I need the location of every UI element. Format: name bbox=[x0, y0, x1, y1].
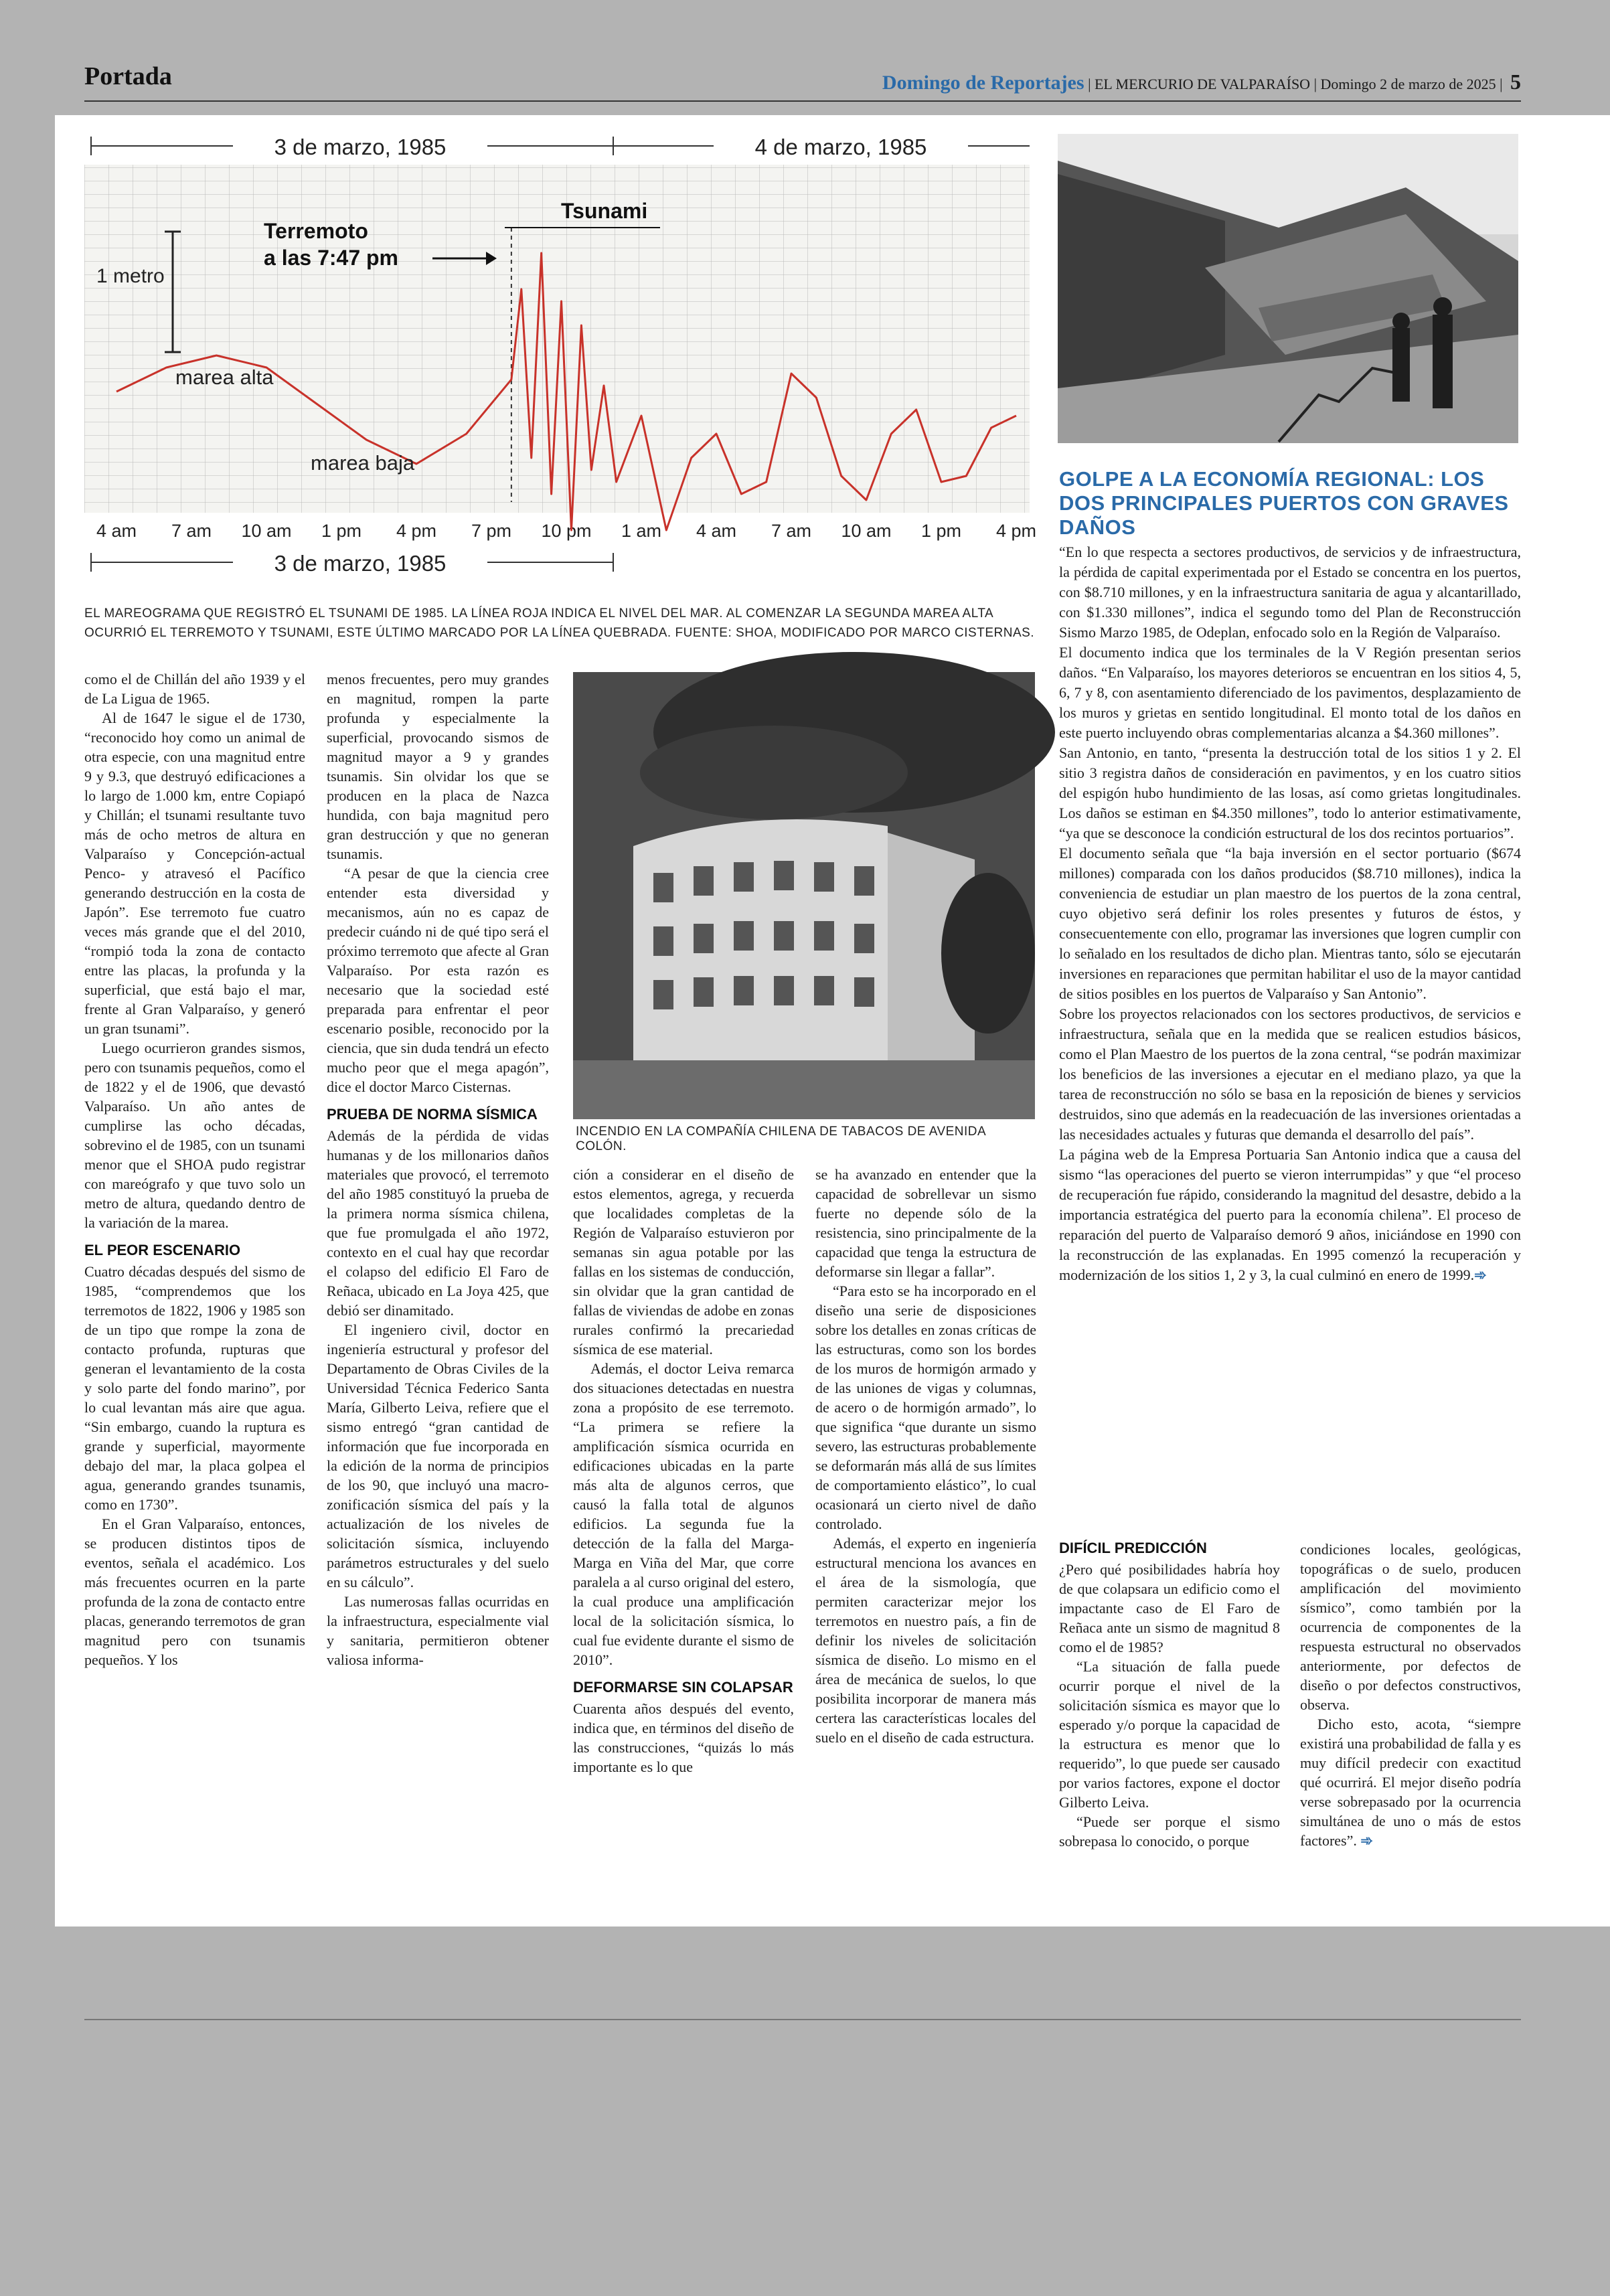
chart-caption: EL MAREOGRAMA QUE REGISTRÓ EL TSUNAMI DE 1985. LA LÍNEA ROJA INDICA EL NIVEL DEL MAR. AL COMENZAR LA SEGUNDA MAREA ALTA OCURRIÓ EL TERREMOTO Y TSUNAMI, ESTE ÚLTIMO MARCADO POR LA LÍNEA QUEBRADA. FUENTE: SHOA, MODIFICADO POR MARCO CISTERNAS. bbox=[84, 606, 1035, 640]
paragraph: Luego ocurrieron grandes sismos, pero con tsunamis pequeños, como el de 1822 y el de 1906, que devastó Valparaíso. Un año antes de cumplirse las ocho décadas, sobrevino el de 1985, con un tsunami menor que el SHOA pudo registrar con mareógrafo y que tuvo solo un metro de altura, quedando dentro de la variación de la marea. bbox=[84, 1040, 305, 1231]
earthquake-label-2: a las 7:47 pm bbox=[264, 246, 398, 270]
tide-chart bbox=[84, 127, 1037, 596]
paragraph: se ha avanzado en entender que la capacidad de sobrellevar un sismo fuerte no depende sólo de la resistencia, sino principalmente de la capacidad que tenga la estructura de deformarse sin llegar a fallar”. bbox=[815, 1166, 1036, 1280]
x-tick-label: 1 pm bbox=[920, 521, 962, 541]
end-arrow-icon: ➾ bbox=[1360, 1832, 1373, 1849]
paragraph: San Antonio, en tanto, “presenta la destrucción total de los sitios 1 y 2. El sitio 3 registra daños de consideración en pavimentos, y en los cuatro sitios del espigón hubo hundimiento de las losas, así como grietas longitudinales. Los daños se estiman en $4.350 millones”, todo lo anterior estimativamente, “ya que se desconoce la condición estructural de los dos recintos portuarios”. bbox=[1059, 744, 1521, 841]
paragraph: El documento indica que los terminales de la V Región presentan serios daños. “En Valparaíso, los mayores deterioros se encuentran en los sitios 4, 5, 6, 7 y 8, con asentamiento diferenciado de los pavimentos, desplazamiento de los muros y grietas en sentido longitudinal. El monto total de los daños en este puerto incluyendo obras complementarias alcanza a $4.360 millones”. bbox=[1059, 644, 1521, 741]
sidebar-headline: GOLPE A LA ECONOMÍA REGIONAL: LOS DOS PRINCIPALES PUERTOS CON GRAVES DAÑOS bbox=[1059, 467, 1509, 539]
low-tide-label: marea baja bbox=[311, 451, 415, 475]
paragraph: El documento señala que “la baja inversión en el sector portuario ($674 millones) comparada con los daños producidos ($8.710 millones), indica la conveniencia de estudiar un plan maestro de los puertos de la zona central, cuyo objetivo será definir los roles presentes y futuros de éstos, y consecuentemente con ello, programar las inversiones que logren cumplir con lo señalado en los resultados de dicho plan. Mientras tanto, sólo se ejecutarán inversiones en reparaciones que permitan habilitar el uso de la mayor cantidad de sitios posibles en los puertos de Valparaíso y San Antonio”. bbox=[1059, 845, 1521, 1002]
paragraph: Además, el doctor Leiva remarca dos situaciones detectadas en nuestra zona a propósito de ese terremoto. “La primera se refiere la amplificación sísmica ocurrida en edificaciones ubicadas en la parte más alta de algunos cerros, que causó la falla total de algunos edificios. La segunda fue la detección de la falla del Marga-Marga en Viña del Mar, que corre paralela a al curso original del estero, la cual produce una amplificación local de la solicitación sísmica, lo cual fue evidente durante el sismo de 2010”. bbox=[573, 1360, 794, 1668]
section-title: Portada bbox=[84, 62, 172, 90]
paragraph: Además de la pérdida de vidas humanas y de los millonarios daños materiales que provocó, el terremoto del año 1985 constituyó la prueba de la primera norma sísmica chilena, que fue promulgada el año 1972, contexto en el cual hay que recordar el colapso del edificio El Faro de Reñaca, ubicado en La Joya 425, que debió ser dinamitado. bbox=[327, 1127, 549, 1319]
paragraph-text: La página web de la Empresa Portuaria San Antonio indica que a causa del sismo “las operaciones del puerto se vieron interrumpidas” y que “el proceso de recuperación fue rápido, considerando la magnitud del desastre, debido a la importancia estratégica del puerto para la economía chilena”. El proceso de reparación del puerto de Valparaíso demoró 9 años, iniciándose en 1990 con la reconstrucción de las explanadas. En 1995 comenzó la recuperación y modernización de los sitios 1, 2 y 3, la cual culminó en enero de 1999. bbox=[1059, 1146, 1521, 1283]
paragraph: “En lo que respecta a sectores productivos, de servicios y de infraestructura, la pérdida de capital experimentada por el Estado se concentra en los puertos, con $8.710 millones, y en la infraestructura sanitaria de agua y alcantarillado, con $1.330 millones”, indica el segundo tomo del Plan de Reconstrucción Sismo Marzo 1985, de Odeplan, enfocado solo en la Región de Valparaíso. bbox=[1059, 544, 1521, 641]
continue-arrow-icon: ➾ bbox=[1474, 1266, 1487, 1283]
paragraph: menos frecuentes, pero muy grandes en magnitud, rompen la parte profunda y especialmente la superficial, provocando sismos de magnitud mayor a 9 y grandes tsunamis. Sin olvidar los que se producen en la placa de Nazca hundida, con baja magnitud pero gran destrucción y que no generan tsunamis. bbox=[327, 671, 549, 862]
article-column-7 bbox=[1300, 1540, 1521, 1850]
header-rule bbox=[84, 100, 1521, 102]
paragraph-text: Dicho esto, acota, “siempre existirá una probabilidad de falla y es muy difícil predecir con exactitud qué ocurrirá. El mejor diseño podría verse sobrepasado por la ocurrencia simultánea de uno o más de estos factores”. bbox=[1300, 1716, 1521, 1849]
high-tide-label: marea alta bbox=[175, 365, 274, 389]
x-tick-label: 7 am bbox=[771, 521, 812, 541]
x-tick-label: 7 am bbox=[171, 521, 212, 541]
port-damage-photo bbox=[1058, 134, 1518, 443]
paragraph: “A pesar de que la ciencia cree entender esta diversidad y mecanismos, aún no es capaz de predecir cuándo ni de qué tipo será el próximo terremoto que afecte al Gran Valparaíso. Por esta razón es necesario que la sociedad esté preparada para enfrentar el peor escenario posible, reconocido por la ciencia, que sin duda tendrá un efecto mucho peor que el mega apagón”, dice el doctor Marco Cisternas. bbox=[327, 865, 549, 1095]
article-column-6 bbox=[1059, 1540, 1280, 1851]
paragraph: El ingeniero civil, doctor en ingeniería estructural y profesor del Departamento de Obras Civiles de la Universidad Técnica Federico Santa María, Gilberto Leiva, refiere que el sismo entregó “gran cantidad de información que fue incorporada en la edición de la norma de principios de los 90, que incluyó una macro-zonificación sísmica del país y la actualización de los niveles de solicitación sísmica, incluyendo parámetros estructurales y del suelo en su cálculo”. bbox=[327, 1321, 549, 1590]
paragraph: Además, el experto en ingeniería estructural menciona los avances en el área de la sismología, que permiten caracterizar mejor los terremotos en nuestro país, a fin de definir los niveles de solicitación sísmica de diseño. Lo mismo en el área de mecánica de suelos, lo que posibilita incorporar de manera más certera las características locales del suelo en el diseño de cada estructura. bbox=[815, 1535, 1036, 1746]
x-tick-label: 7 pm bbox=[471, 521, 512, 541]
x-tick-label: 1 am bbox=[621, 521, 662, 541]
subheading: DEFORMARSE SIN COLAPSAR bbox=[573, 1679, 793, 1696]
x-tick-label: 10 pm bbox=[541, 521, 592, 541]
paragraph bbox=[1059, 1145, 1521, 1285]
date-label-bottom: 3 de marzo, 1985 bbox=[274, 551, 447, 576]
paragraph: condiciones locales, geológicas, topográficas o de suelo, producen amplificación del movimiento sísmico”, como también por la ocurrencia de componentes de la respuesta estructural no observados anteriormente, por defectos de diseño o por defectos constructivos, observa. bbox=[1300, 1541, 1521, 1713]
x-tick-label: 4 am bbox=[96, 521, 137, 541]
photo-caption: INCENDIO EN LA COMPAÑÍA CHILENA DE TABACOS DE AVENIDA COLÓN. bbox=[576, 1125, 986, 1153]
supplement-name: Domingo de Reportajes bbox=[882, 72, 1084, 94]
subheading: DIFÍCIL PREDICCIÓN bbox=[1059, 1540, 1207, 1556]
paragraph: ¿Pero qué posibilidades habría hoy de que colapsara un edificio como el impactante caso de El Faro de Reñaca ante un sismo de magnitud 8 como el de 1985? bbox=[1059, 1561, 1280, 1655]
paragraph: ción a considerar en el diseño de estos elementos, agrega, y recuerda que localidades completas de la Región de Valparaíso estuvieron por semanas sin agua potable por las fallas en los sistemas de conducción, sin olvidar que la gran cantidad de fallas de viviendas de adobe en zonas rurales confirmó la precariedad sísmica de ese material. bbox=[573, 1166, 794, 1358]
x-tick-label: 4 am bbox=[696, 521, 737, 541]
paragraph: Sobre los proyectos relacionados con los sectores productivos, de servicios e infraestructura, señala que en la medida que se realicen estudios básicos, como el Plan Maestro de los puertos de la zona central, “se podrán maximizar los beneficios de las inversiones a ejecutar en el mediano plazo, ya que la tarea de reconstrucción no sólo se basa en la reposición de bienes y servicios destruidos, sino que además en la readecuación de las inversiones orientadas a las necesidades actuales y futuras que demanda el desarrollo del país”. bbox=[1059, 1005, 1521, 1143]
newspaper-name: EL MERCURIO DE VALPARAÍSO bbox=[1094, 76, 1311, 92]
article-column-2 bbox=[327, 669, 549, 1669]
page-number: 5 bbox=[1510, 70, 1521, 94]
port-damage-illustration bbox=[1058, 134, 1518, 443]
x-tick-label: 1 pm bbox=[321, 521, 362, 541]
subheading: EL PEOR ESCENARIO bbox=[84, 1242, 241, 1258]
chart-grid bbox=[84, 165, 1030, 513]
x-tick-label: 4 pm bbox=[995, 521, 1037, 541]
fire-photo bbox=[573, 672, 1035, 1119]
masthead: Domingo de Reportajes | EL MERCURIO DE VALPARAÍSO | Domingo 2 de marzo de 2025 | 5 bbox=[882, 70, 1521, 94]
scale-label: 1 metro bbox=[96, 265, 165, 287]
earthquake-label-1: Terremoto bbox=[264, 219, 368, 243]
paragraph: Al de 1647 le sigue el de 1730, “reconocido hoy como un animal de otra especie, con una magnitud entre 9 y 9.3, que destruyó edificaciones a lo largo de 1.000 km, entre Copiapó y Chillán; el tsunami resultante tuvo más de ocho metros de altura en Valparaíso y Concepción-actual Penco- y atravesó el Pacífico generando destrucción en la costa de Japón”. Ese terremoto fue cuatro veces más grande que el del 2010, “rompió toda la zona de contacto entre las placas, la profunda y la superficial, que está bajo el mar, frente al Gran Valparaíso, y generó un gran tsunami”. bbox=[84, 710, 305, 1037]
paragraph: Cuatro décadas después del sismo de 1985, “comprendemos que los terremotos de 1822, 1906 y 1985 son de un tipo que rompe la zona de contacto profunda, rupturas que generan el levantamiento de la costa y solo parte del fondo marino”, por lo cual levantan más aire que agua. “Sin embargo, cuando la ruptura es grande y superficial, mayormente debajo del mar, la placa golpea el agua, generando grandes tsunamis, como en 1730”. bbox=[84, 1263, 305, 1513]
paragraph bbox=[1300, 1714, 1521, 1850]
article-column-4 bbox=[815, 1165, 1036, 1747]
date-label-left: 3 de marzo, 1985 bbox=[274, 135, 447, 159]
fire-illustration bbox=[573, 672, 1035, 1119]
article-column-1 bbox=[84, 669, 305, 1669]
tsunami-label: Tsunami bbox=[561, 199, 648, 223]
issue-date: Domingo 2 de marzo de 2025 bbox=[1320, 76, 1496, 92]
x-tick-label: 10 am bbox=[841, 521, 892, 541]
x-tick-label: 4 pm bbox=[396, 521, 437, 541]
sidebar-article bbox=[1059, 542, 1521, 1285]
paragraph: En el Gran Valparaíso, entonces, se producen distintos tipos de eventos, señala el académico. Los más frecuentes ocurren en la parte profunda de la zona de contacto entre placas, generando terremotos de gran magnitud pero con tsunamis pequeños. Y los bbox=[84, 1515, 305, 1668]
paragraph: “La situación de falla puede ocurrir porque el nivel de la solicitación sísmica es mayor que lo esperado y/o porque la capacidad de la estructura es menor que lo requerido”, lo que puede ser causado por varios factores, expone el doctor Gilberto Leiva. bbox=[1059, 1658, 1280, 1811]
date-label-right: 4 de marzo, 1985 bbox=[754, 135, 927, 159]
x-tick-label: 10 am bbox=[241, 521, 292, 541]
subheading: PRUEBA DE NORMA SÍSMICA bbox=[327, 1106, 538, 1123]
paragraph: Cuarenta años después del evento, indica que, en términos del diseño de las construcciones, “quizás lo más importante es lo que bbox=[573, 1700, 794, 1775]
paragraph: como el de Chillán del año 1939 y el de La Ligua de 1965. bbox=[84, 671, 305, 707]
article-column-3 bbox=[573, 1165, 794, 1777]
paragraph: Las numerosas fallas ocurridas en la infraestructura, especialmente vial y sanitaria, permitieron obtener valiosa informa- bbox=[327, 1593, 549, 1668]
paragraph: “Puede ser porque el sismo sobrepasa lo conocido, o porque bbox=[1059, 1813, 1280, 1850]
footer-rule bbox=[84, 2019, 1521, 2020]
paragraph: “Para esto se ha incorporado en el diseño una serie de disposiciones sobre los detalles en zonas críticas de las estructuras, como son los bordes de los muros de hormigón armado y de las uniones de vigas y columnas, de acero o de hormigón armado”, lo que significa “que durante un sismo severo, las estructuras probablemente se deformarán más allá de sus límites de comportamiento elástico”, lo cual ocasionará un cierto nivel de daño controlado. bbox=[815, 1283, 1036, 1532]
